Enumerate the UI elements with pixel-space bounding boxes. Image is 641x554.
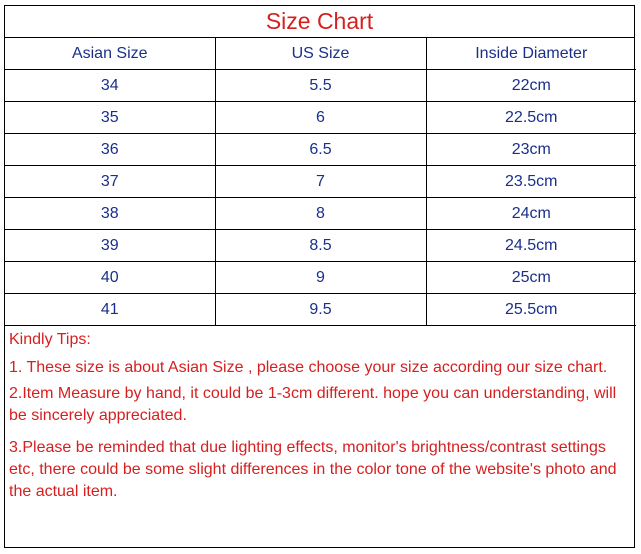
size-chart-title: Size Chart	[5, 6, 634, 38]
table-row	[5, 70, 636, 102]
tips-heading: Kindly Tips:	[9, 331, 91, 348]
cell-asian-size: 39	[5, 230, 215, 262]
cell-us-size: 8	[215, 198, 426, 230]
table-row	[5, 134, 636, 166]
cell-asian-size: 35	[5, 102, 215, 134]
cell-inside-diameter: 23.5cm	[426, 166, 636, 198]
cell-asian-size: 41	[5, 294, 215, 326]
tip-item-measure-by-hand: 2.Item Measure by hand, it could be 1-3cm different. hope you can understanding, will be sincerely appreciated.	[9, 385, 617, 424]
cell-asian-size: 36	[5, 134, 215, 166]
cell-us-size: 6	[215, 102, 426, 134]
size-chart-sheet	[4, 5, 635, 548]
table-header-row	[5, 38, 636, 70]
cell-asian-size: 34	[5, 70, 215, 102]
table-row	[5, 294, 636, 326]
cell-inside-diameter: 25.5cm	[426, 294, 636, 326]
cell-us-size: 8.5	[215, 230, 426, 262]
cell-inside-diameter: 24cm	[426, 198, 636, 230]
tip-item-asian-size: 1. These size is about Asian Size , please choose your size according our size chart.	[9, 359, 608, 376]
cell-inside-diameter: 25cm	[426, 262, 636, 294]
table-row	[5, 262, 636, 294]
tip-item-color-difference: 3.Please be reminded that due lighting effects, monitor's brightness/contrast settings etc, there could be some slight differences in the color tone of the website's photo and the actual item.	[9, 439, 617, 500]
cell-us-size: 6.5	[215, 134, 426, 166]
size-table	[5, 38, 636, 326]
table-row	[5, 198, 636, 230]
cell-us-size: 7	[215, 166, 426, 198]
table-row	[5, 166, 636, 198]
cell-asian-size: 40	[5, 262, 215, 294]
table-row	[5, 230, 636, 262]
cell-asian-size: 38	[5, 198, 215, 230]
cell-asian-size: 37	[5, 166, 215, 198]
cell-inside-diameter: 23cm	[426, 134, 636, 166]
cell-us-size: 9	[215, 262, 426, 294]
cell-inside-diameter: 24.5cm	[426, 230, 636, 262]
cell-inside-diameter: 22.5cm	[426, 102, 636, 134]
header-inside-diameter: Inside Diameter	[426, 38, 636, 70]
cell-inside-diameter: 22cm	[426, 70, 636, 102]
header-us-size: US Size	[215, 38, 426, 70]
tips-section	[5, 326, 634, 503]
cell-us-size: 5.5	[215, 70, 426, 102]
table-row	[5, 102, 636, 134]
header-asian-size: Asian Size	[5, 38, 215, 70]
cell-us-size: 9.5	[215, 294, 426, 326]
